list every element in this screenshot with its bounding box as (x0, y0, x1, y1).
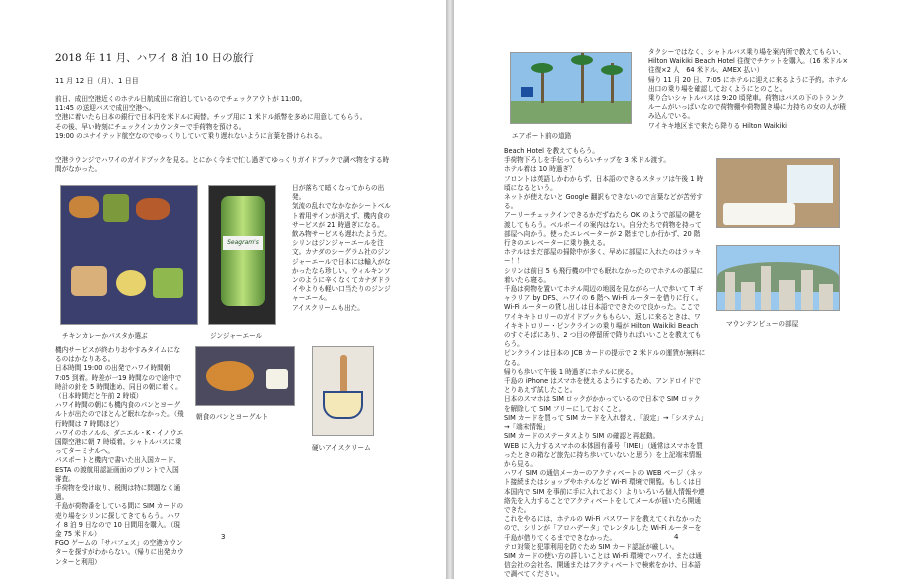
day-heading: 11 月 12 日（月）、1 日目 (55, 77, 139, 85)
caption-meal: チキンカレーかパスタか選ぶ (62, 332, 148, 340)
caption-ice: 硬いアイスクリーム (312, 444, 371, 452)
arrival-paragraph: 機内サービスが終わりおやすみタイムになるのはかなりある。 日本時間 19:00 の出発でハワイ時間朝 7:05 到着。時差が一19 時間なので途中で時計の針を 5 時間進め、同日の朝に着く。（日本時間だと午前 2 時頃） ハワイ時間の朝にも機内食のパンとヨーグルトが出たのでほとんど眠れなかった。（飛行時間は 7 時間ほど） ハワイのホノルル、ダニエル・K・イノウエ国際空港に朝 7 時頃着。シャトルバスに乗ってターミナルへ。 パスポートと機内で書いた出入国カード、ESTA の渡航用認証画面のプリントで入国審査。 手荷物を受け取り、税関は特に問題なく通過。 千島が荷物番をしている間に SIM カードの売り場をシリンに探してきてもらう。ハワイ 8 泊 9 日なので 10 日間用を購入。（現金 75 米ドル） FGO ゲームの「サバフェス」の空港カウンターを探すがわからない。（帰りに出発カウンターと利用） (55, 346, 184, 566)
page-number-left: 3 (221, 533, 226, 541)
ice-cream-photo (312, 346, 374, 436)
shuttle-paragraph: タクシーではなく、シャトルバス乗り場を案内所で教えてもらい、Hilton Waikiki Beach Hotel 往復でチケットを購入。（16 米ドル×往復×2 人 64 米ドル、AMEX 払い） 帰り 11 月 20 日、7:05 にホテルに迎えに来るように予約。ホテル出口の乗り場を確認しておくようにとのこと。 乗り合いシャトルバスは 9:20 頃発車。荷物はバスの下のトランクルームがいっぱいなので荷物棚や荷物置き場に力持ちの女の人が積み込んでいる。 ワイキキ地区まで来たら降りる Hilton Waikiki (648, 48, 848, 130)
caption-ginger: ジンジャーエール (210, 332, 263, 340)
inflight-meal-photo (60, 185, 198, 325)
page-title: 2018 年 11 月、ハワイ 8 泊 10 日の旅行 (55, 52, 254, 64)
mountain-view-photo (716, 245, 840, 311)
hotel-paragraph: Beach Hotel を教えてもらう。 手荷物下ろしを手伝ってもらいチップを 3 米ドル渡す。 ホテル着は 10 時過ぎ？ フロントは英語しかわからず、日本語のできるスタッフは午後 1 時頃になるという。 ネットが使えないと Google 翻訳もできないので言葉などが苦労する。 アーリーチェックインできるかだずねたら OK のようで部屋の鍵を渡してもらう。ベルボーイの案内はない。自分たちで荷物を持って部屋へ向かう。使ったエレベーターが 2 階までしか行かず、20 階行きのエレベーターに乗り換える。 ホテルはまだ部屋の掃除中が多く、早めに部屋に入れたのはラッキー！！ シリンは前日 5 も飛行機の中でも眠れなかったのでホテルの部屋に着いたら寝る。 千島は荷物を置いてホテル周辺の地図を見ながら一人で歩いて T ギャラリア by DFS、ハワイの 6 階へ Wi-Fi ルーターを借りに行く。 Wi-Fi ルーターの貸し出しは日本語でできたので良かった。ここでワイキキトロリーのガイドブックももらい、返しに来るときは、ワイキキトロリー・ピンクラインの乗り場が Hilton Waikiki Beach のすぐそばにあり、2 つ目の停留所で降りればいいことを教えてもらう。 ピンクラインは日本の JCB カードの提示で 2 米ドルの運賃が無料になる。 帰りも歩いて午後 1 時過ぎにホテルに戻る。 千島の iPhone はスマホを使えるようにするため、アンドロイドでとりあえず試したこと。 日本のスマホは SIM ロックがかかっているので日本で SIM ロックを解除して SIM フリーにしておくこと。 SIM カードを買って SIM カードを入れ替え、「設定」→「システム」→「端末情報」 SIM カードのステータスより SIM の確認と再起動。 WEB に入力するスマホの本体固有番号「IMEI」（通常はスマホを買ったときの箱など旅先に持ち歩いていないと思う）を上記端末情報から見る。 ハワイ SIM の通信メーカーのアクティベートの WEB ページ（ネット接続またはショップやホテルなど Wi-Fi 環境で開覧。もしくは日本国内で SIM を事前に手に入れておく）よりいろいろ個人情報や連絡先を入力することでアクティベートをしてメールが届いたら開通できた。 これをやるには、ホテルの Wi-Fi パスワードを教えてくれなかったので、シリンが「アロハデータ」でレンタルした Wi-Fi ルーターを千島が借りてくるまでできなかった。 テロ対策と犯罪利用を防ぐため SIM カード認証が厳しい。 SIM カードの使い方の詳しいことは Wi-Fi 環境でハワイ、または通信会社の会社名、開通またはアクティベートで検索をかけ、日本語で調べてください。 (504, 147, 706, 579)
airport-road-photo (510, 52, 632, 124)
caption-view: マウンテンビューの部屋 (726, 320, 799, 328)
intro-paragraph: 前日、成田空港近くのホテル日航成田に宿泊しているのでチェックアウトが 11:00。 11:45 の送迎バスで成田空港へ。 空港に着いたら日本の銀行で日本円を米ドルに両替。チップ用に 1 米ドル紙幣を多めに用意してもらう。 その後、早い時刻にチェックインカウンターで手荷物を預ける。 19:00 のユナイテッド航空なのでゆっくりしていて乗り遅れないように言葉を掛けられる。 (55, 95, 367, 140)
hotel-room-photo (716, 158, 840, 228)
page-number-right: 4 (674, 533, 679, 541)
lounge-paragraph: 空港ラウンジでハワイのガイドブックを見る。とにかく今まで忙し過ぎてゆっくりガイドブックで調べ物をする時間がなかった。 (55, 156, 390, 174)
caption-road: エアポート前の道路 (512, 132, 572, 140)
breakfast-photo (195, 346, 295, 406)
book-gutter (446, 0, 454, 579)
caption-bread: 朝食のパンとヨーグルト (196, 413, 269, 421)
page-right (454, 0, 900, 579)
ginger-ale-photo (208, 185, 276, 325)
flight-side-text: 日が落ちて暗くなってからの出発。 気流の乱れでなかなかシートベルト着用サインが消えず、機内食のサービスが 21 時過ぎになる。 飲み物サービスも遅れたようだ。 シリンはジンジャーエールを注文。カナダのシーグラム社のジンジャーエールで日本には輸入がなかったなら珍しい。ウィルキンソンのように辛くなくてカナダドライやよりも軽い口当たりのジンジャーエール。 アイスクリームも出た。 (292, 184, 391, 312)
can-label: Seagram's (223, 236, 263, 250)
page-left (0, 0, 446, 579)
